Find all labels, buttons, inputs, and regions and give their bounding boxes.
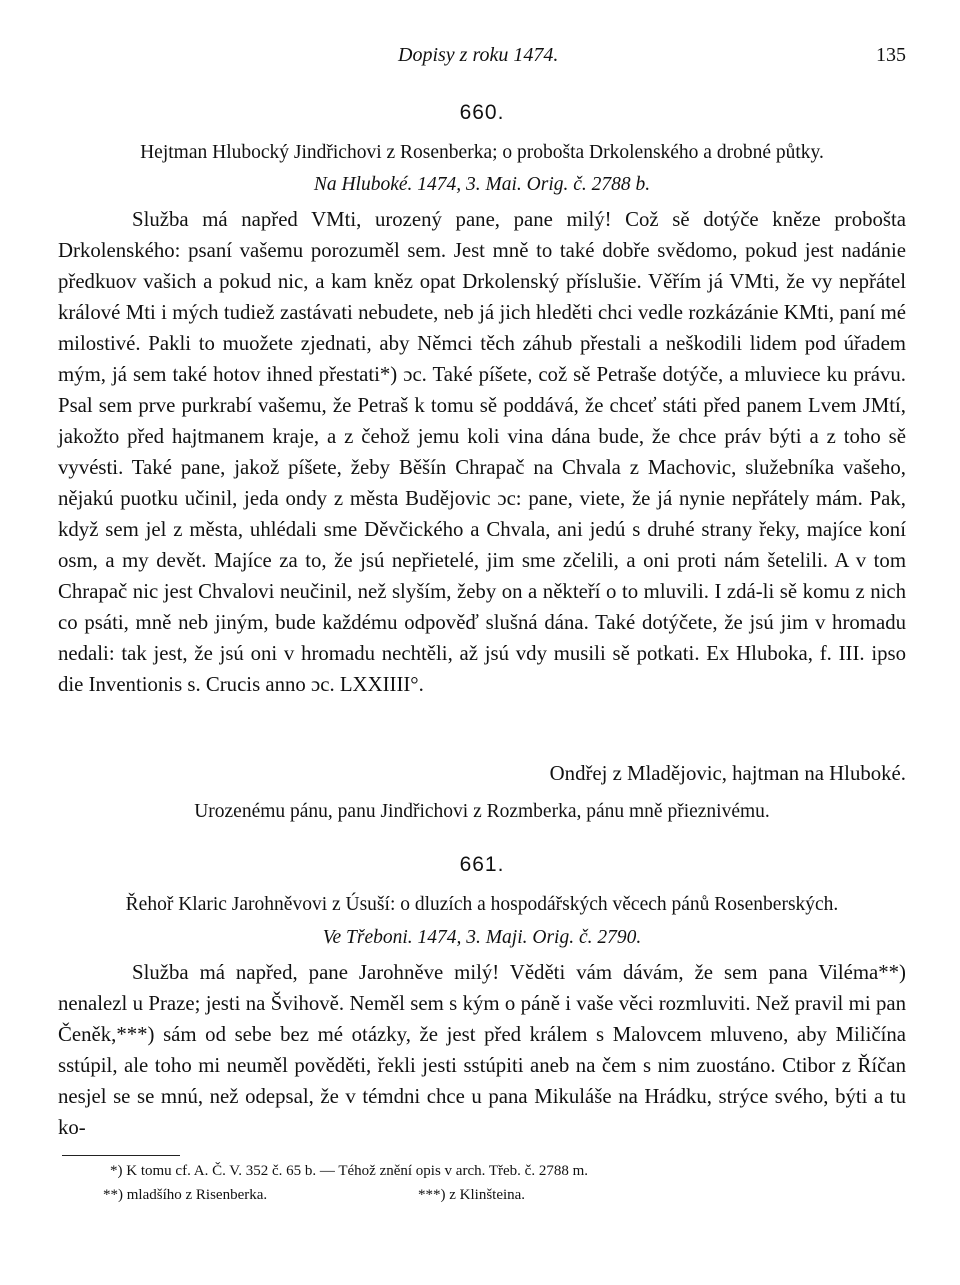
footnote: **) mladšího z Risenberka. <box>103 1187 268 1203</box>
letter-place-date: Na Hluboké. 1474, 3. Mai. Orig. č. 2788 b. <box>313 174 651 195</box>
footnote: *) K tomu cf. A. Č. V. 352 č. 65 b. — Téhož znění opis v arch. Třeb. č. 2788 m. <box>110 1163 588 1179</box>
letter-place-date: Ve Třeboni. 1474, 3. Maji. Orig. č. 2790. <box>322 927 642 948</box>
letter-number: 660. <box>459 101 505 124</box>
letter-body: Služba má napřed VMti, urozený pane, pane milý! Což sě dotýče kněze probošta Drkolenského: psaní vašemu porozuměl sem. Jest mně to také dobře svědomo, pokud jest nadánie předkuov vašich a pokud nic, a kam kněz opat Drkolenský příslušie. Věřím já VMti, že vy nepřátel králové Mti i mých tudiež zastávati nebudete, neb já jich hleděti chci vedle rozkázánie KMti, paní mé milostivé. Pakli to muožete zjednati, aby Němci těch záhub přestali a neškodili lidem pod úřadem mým, já sem také hotov ihned přestati*) ɔc. Také píšete, což sě Petraše dotýče, a mluviece ku právu. Psal sem prve purkrabí vašemu, že Petraš k tomu sě poddává, že chceť státi před panem Lvem JMtí, jakožto před hajtmanem kraje, a z čehož jemu koli vina dána bude, že chce práv býti a z toho sě vyvésti. Také pane, jakož píšete, žeby Běšín Chrapač na Chvala z Machovic, služebníka vašeho, nějakú puotku učinil, jeda ondy z města Budějovic ɔc: pane, viete, že já nynie nepřátely mám. Pak, když sem jel z města, uhlédali sme Děvčického a Chvala, ani jedú s druhé strany řeky, majíce koní osm, a my devět. Majíce za to, že jsú nepřietelé, jim sme zčelili, a oni proti nám šetelili. A v tom Chrapač nic jest Chvalovi neučinil, než slyším, žeby on a někteří o to mluvili. I zdá-li sě komu z nich co psáti, mně neb jiným, bude každému odpověď slušná dána. Také dotýčete, že jsú jim v hromadu nedali: tak jest, že jsú oni v hromadu nechtěli, až jsú vdy musili sě potkati. Ex Hluboka, f. III. ipso die Inventionis s. Crucis anno ɔc. LXXIIII°. <box>58 208 906 696</box>
footnote-rule <box>62 1155 180 1156</box>
footnote: ***) z Klinšteina. <box>418 1187 526 1203</box>
document-page <box>58 0 906 1285</box>
letter-signature: Ondřej z Mladějovic, hajtman na Hluboké. <box>549 762 906 785</box>
running-title: Dopisy z roku 1474. <box>398 44 559 66</box>
letter-address: Urozenému pánu, panu Jindřichovi z Rozmberka, pánu mně přieznivému. <box>194 801 770 822</box>
letter-body: Služba má napřed, pane Jarohněve milý! Věděti vám dávám, že sem pana Viléma**) nenalezl u Praze; jesti na Švihově. Neměl sem s kým o páně i vaše věci rozmluviti. Než pravil mi pan Čeněk,***) sám od sebe bez mé otázky, že jest před králem s Malovcem mluveno, aby Miličína sstúpil, ale toho mi neuměl pověděti, řekli jesti sstúpiti aneb na čem s nim zuostáno. Ctibor z Říčan nesjel se se mnú, než odepsal, že v témdni chce u pana Mikuláše na Hrádku, strýce svého, býti a tu ko- <box>58 961 906 1139</box>
page-number: 135 <box>876 44 906 66</box>
letter-summary: Řehoř Klaric Jarohněvovi z Úsuší: o dluzích a hospodářských věcech pánů Rosenberských. <box>125 894 839 915</box>
letter-summary: Hejtman Hlubocký Jindřichovi z Rosenberka; o proboštа Drkolenského a drobné půtky. <box>140 142 824 163</box>
running-head <box>58 44 906 74</box>
letter-number: 661. <box>459 853 505 876</box>
